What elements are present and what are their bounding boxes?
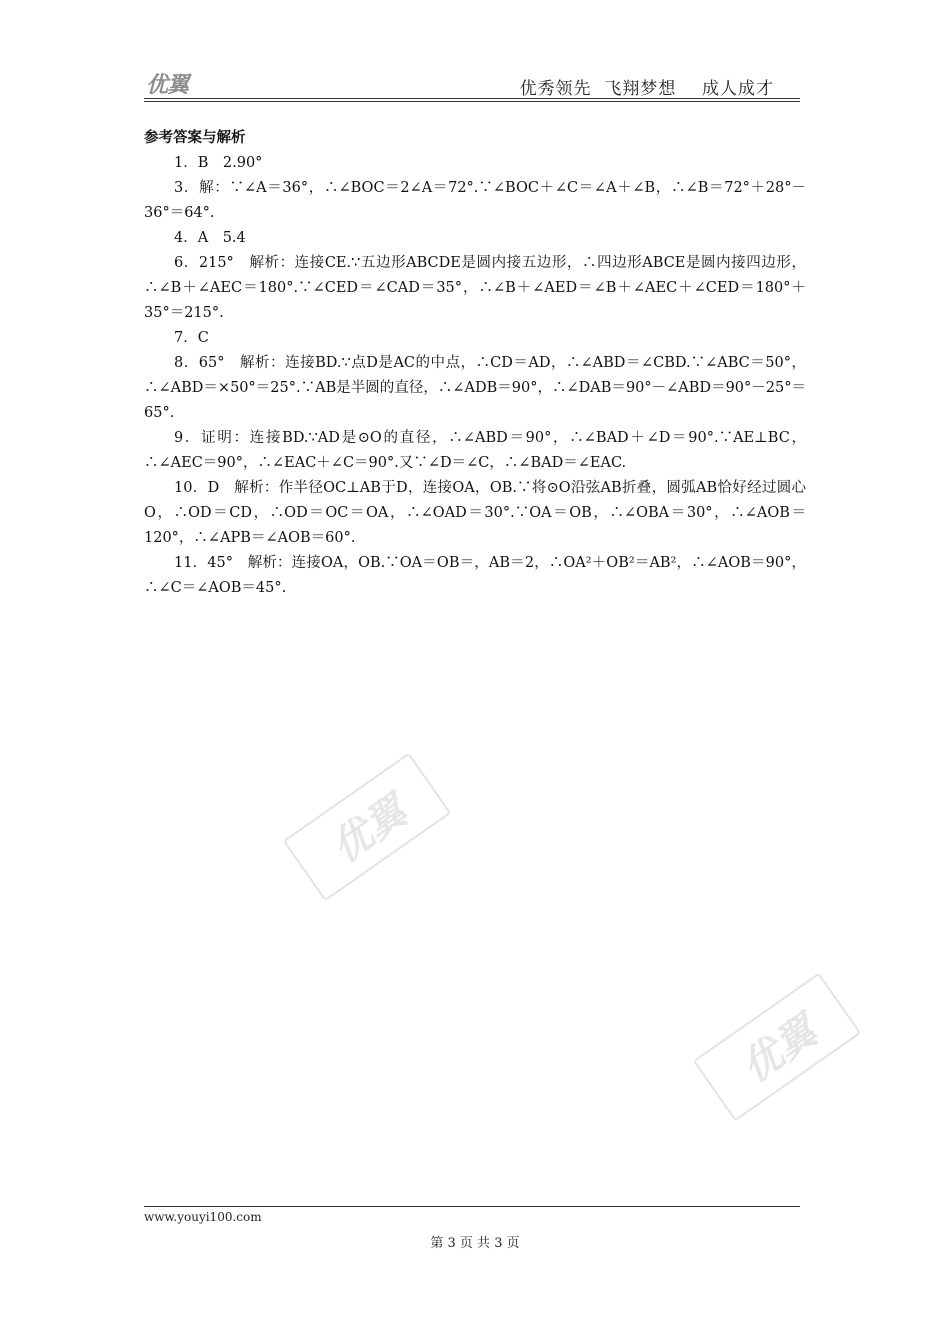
answer-item: 6．215° 解析：连接CE.∵五边形ABCDE是圆内接五边形，∴四边形ABCE是圆内接四边形，∴∠B＋∠AEC＝180°.∵∠CED＝∠CAD＝35°，∴∠B＋∠AED＝∠B＋∠AEC＋∠CED＝180°＋35°＝215°. — [144, 255, 806, 321]
answer-item: 7．C — [174, 330, 209, 346]
answer-item: 1．B 2.90° — [174, 155, 263, 171]
answer-item: 8．65° 解析：连接BD.∵点D是AC的中点，∴CD＝AD，∴∠ABD＝∠CBD.∵∠ABC＝50°，∴∠ABD＝×50°＝25°.∵AB是半圆的直径，∴∠ADB＝90°，∴∠DAB＝90°－∠ABD＝90°－25°＝65°. — [144, 355, 807, 421]
section-title: 参考答案与解析 — [144, 130, 246, 146]
header-rule-secondary — [144, 101, 800, 102]
answer-item: 11．45° 解析：连接OA，OB.∵OA＝OB＝，AB＝2，∴OA²＋OB²＝AB²，∴∠AOB＝90°，∴∠C＝∠AOB＝45°. — [144, 555, 806, 596]
header-rule — [144, 98, 800, 99]
answer-item: 9．证明：连接BD.∵AD是⊙O的直径，∴∠ABD＝90°，∴∠BAD＋∠D＝90°.∵AE⊥BC，∴∠AEC＝90°，∴∠EAC＋∠C＝90°.又∵∠D＝∠C，∴∠BAD＝∠EAC. — [144, 430, 806, 471]
page-number: 第 3 页 共 3 页 — [430, 1236, 520, 1251]
footer-rule — [144, 1206, 800, 1207]
watermark-logo: 优翼 — [283, 753, 452, 902]
answer-item: 3．解：∵∠A＝36°，∴∠BOC＝2∠A＝72°.∵∠BOC＋∠C＝∠A＋∠B，∴∠B＝72°＋28°－36°＝64°. — [144, 180, 806, 221]
watermark-logo: 优翼 — [693, 973, 862, 1122]
footer-url: www.youyi100.com — [144, 1210, 262, 1224]
header-logo: 优翼 — [146, 73, 189, 98]
header-slogan: 优秀领先 飞翔梦想 成人成才 — [519, 79, 774, 99]
answer-content — [144, 126, 806, 601]
answer-item: 4．A 5.4 — [174, 230, 246, 246]
answer-item: 10．D 解析：作半径OC⊥AB于D，连接OA，OB.∵将⊙O沿弦AB折叠，圆弧AB恰好经过圆心O，∴OD＝CD，∴OD＝OC＝OA，∴∠OAD＝30°.∵OA＝OB，∴∠OBA＝30°，∴∠AOB＝120°，∴∠APB＝∠AOB＝60°. — [144, 480, 806, 546]
